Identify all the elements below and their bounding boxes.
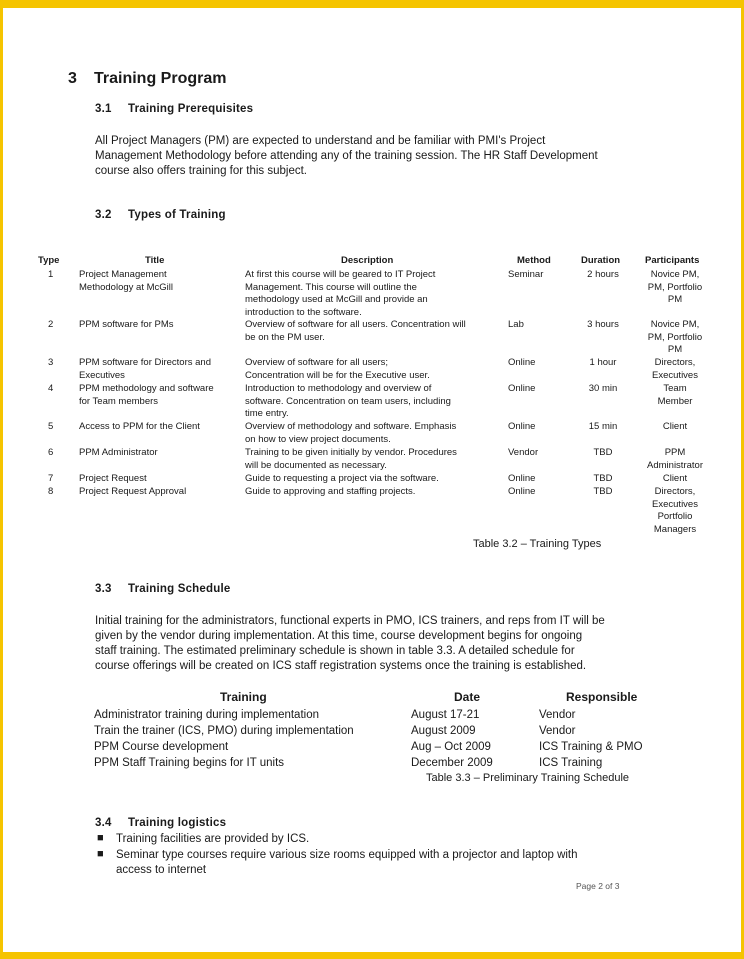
description-cell: Overview of methodology and software. Emphasis on how to view project documents. — [245, 421, 457, 445]
bullet-item: Training facilities are provided by ICS. — [116, 833, 310, 845]
duration-cell: 2 hours — [587, 269, 619, 280]
duration-cell: 30 min — [588, 383, 618, 394]
responsible-cell: ICS Training & PMO — [539, 741, 643, 753]
subsection-title: Types of Training — [128, 209, 226, 221]
participants-cell: Client — [662, 421, 688, 432]
description-cell: Guide to approving and staffing projects. — [245, 486, 416, 497]
subsection-number: 3.2 — [95, 209, 112, 221]
col-header-title: Title — [145, 255, 165, 266]
type-cell: 2 — [48, 319, 54, 330]
bullet-icon: ■ — [97, 848, 104, 860]
title-cell: Project Request Approval — [79, 486, 187, 497]
duration-cell: TBD — [593, 486, 613, 497]
col-header-training: Training — [220, 690, 267, 704]
paragraph-line: given by the vendor during implementation. At this time, course development begins for ongoing — [95, 630, 583, 642]
responsible-cell: Vendor — [539, 725, 576, 737]
bullet-icon: ■ — [97, 832, 104, 844]
method-cell: Online — [508, 473, 536, 484]
type-cell: 7 — [48, 473, 54, 484]
schedule-paragraph — [95, 614, 605, 674]
participants-cell: Novice PM, PM, Portfolio PM — [647, 319, 703, 356]
col-header-type: Type — [38, 255, 60, 266]
date-cell: August 17-21 — [411, 709, 480, 721]
responsible-cell: Vendor — [539, 709, 576, 721]
subsection-number: 3.3 — [95, 583, 112, 595]
participants-cell: Client — [662, 473, 688, 484]
col-header-responsible: Responsible — [566, 690, 638, 704]
method-cell: Online — [508, 486, 536, 497]
duration-cell: 1 hour — [589, 357, 617, 368]
date-cell: December 2009 — [411, 757, 493, 769]
subsection-title: Training logistics — [128, 817, 227, 829]
description-cell: Overview of software for all users; Concentration will be for the Executive user. — [245, 357, 430, 381]
description-cell: Training to be given initially by vendor. Procedures will be documented as necessary. — [245, 447, 457, 471]
title-cell: PPM Administrator — [79, 447, 158, 458]
subsection-title: Training Schedule — [128, 583, 231, 595]
prerequisites-paragraph — [95, 134, 598, 179]
date-cell: Aug – Oct 2009 — [411, 741, 491, 753]
col-header-description: Description — [341, 255, 394, 266]
participants-cell: PPM Administrator — [647, 447, 703, 471]
training-cell: Train the trainer (ICS, PMO) during implementation — [94, 725, 354, 737]
training-cell: Administrator training during implementation — [94, 709, 319, 721]
date-cell: August 2009 — [411, 725, 476, 737]
participants-cell: Directors, Executives Portfolio Managers — [652, 486, 698, 535]
col-header-method: Method — [517, 255, 551, 266]
participants-cell: Team Member — [657, 383, 693, 407]
title-cell: PPM software for Directors and Executives — [79, 357, 211, 381]
subsection-title: Training Prerequisites — [128, 103, 254, 115]
title-cell: Access to PPM for the Client — [79, 421, 200, 432]
participants-cell: Novice PM, PM, Portfolio PM — [647, 269, 703, 306]
method-cell: Lab — [508, 319, 524, 330]
left-border — [0, 0, 3, 959]
method-cell: Online — [508, 421, 536, 432]
method-cell: Seminar — [508, 269, 544, 280]
col-header-date: Date — [454, 690, 481, 704]
title-cell: Project Management Methodology at McGill — [79, 269, 173, 293]
type-cell: 3 — [48, 357, 54, 368]
description-cell: Introduction to methodology and overview of software. Concentration on team users, including time entry. — [245, 383, 451, 420]
duration-cell: 15 min — [588, 421, 618, 432]
paragraph-line: Initial training for the administrators, functional experts in PMO, ICS trainers, and reps from IT will be — [95, 615, 605, 627]
description-cell: Overview of software for all users. Concentration will be on the PM user. — [245, 319, 466, 343]
title-cell: PPM methodology and software for Team members — [79, 383, 214, 407]
top-border — [0, 0, 744, 8]
training-cell: PPM Staff Training begins for IT units — [94, 757, 285, 769]
paragraph-line: course also offers training for this subject. — [95, 165, 308, 177]
method-cell: Vendor — [508, 447, 539, 458]
type-cell: 6 — [48, 447, 54, 458]
type-cell: 4 — [48, 383, 54, 394]
method-cell: Online — [508, 357, 536, 368]
title-cell: PPM software for PMs — [79, 319, 174, 330]
paragraph-line: Management Methodology before attending any of the training session. The HR Staff Development — [95, 150, 598, 162]
responsible-cell: ICS Training — [539, 757, 603, 769]
title-cell: Project Request — [79, 473, 147, 484]
table-caption: Table 3.2 – Training Types — [473, 538, 602, 550]
bottom-border — [0, 952, 744, 959]
description-cell: At first this course will be geared to IT Project Management. This course will outline the methodology used at McGill and provide an introduction to the software. — [245, 269, 436, 318]
paragraph-line: course offerings will be created on ICS staff registration systems once the training is established. — [95, 660, 587, 672]
subsection-number: 3.4 — [95, 817, 112, 829]
subsection-number: 3.1 — [95, 103, 112, 115]
table-caption: Table 3.3 – Preliminary Training Schedule — [426, 772, 630, 784]
participants-cell: Directors, Executives — [652, 357, 698, 381]
duration-cell: TBD — [593, 447, 613, 458]
type-cell: 5 — [48, 421, 54, 432]
type-cell: 8 — [48, 486, 54, 497]
description-cell: Guide to requesting a project via the software. — [245, 473, 439, 484]
training-cell: PPM Course development — [94, 741, 229, 753]
section-title: Training Program — [94, 70, 227, 87]
section-number: 3 — [68, 70, 77, 87]
bullet-item: Seminar type courses require various size rooms equipped with a projector and laptop with access to internet — [116, 849, 578, 876]
duration-cell: 3 hours — [587, 319, 619, 330]
col-header-duration: Duration — [581, 255, 621, 266]
type-cell: 1 — [48, 269, 54, 280]
paragraph-line: All Project Managers (PM) are expected to understand and be familiar with PMI's Project — [95, 135, 546, 147]
method-cell: Online — [508, 383, 536, 394]
page-number: Page 2 of 3 — [576, 881, 620, 891]
col-header-participants: Participants — [645, 255, 700, 266]
paragraph-line: staff training. The estimated preliminary schedule is shown in table 3.3. A detailed schedule for — [95, 645, 575, 657]
duration-cell: TBD — [593, 473, 613, 484]
